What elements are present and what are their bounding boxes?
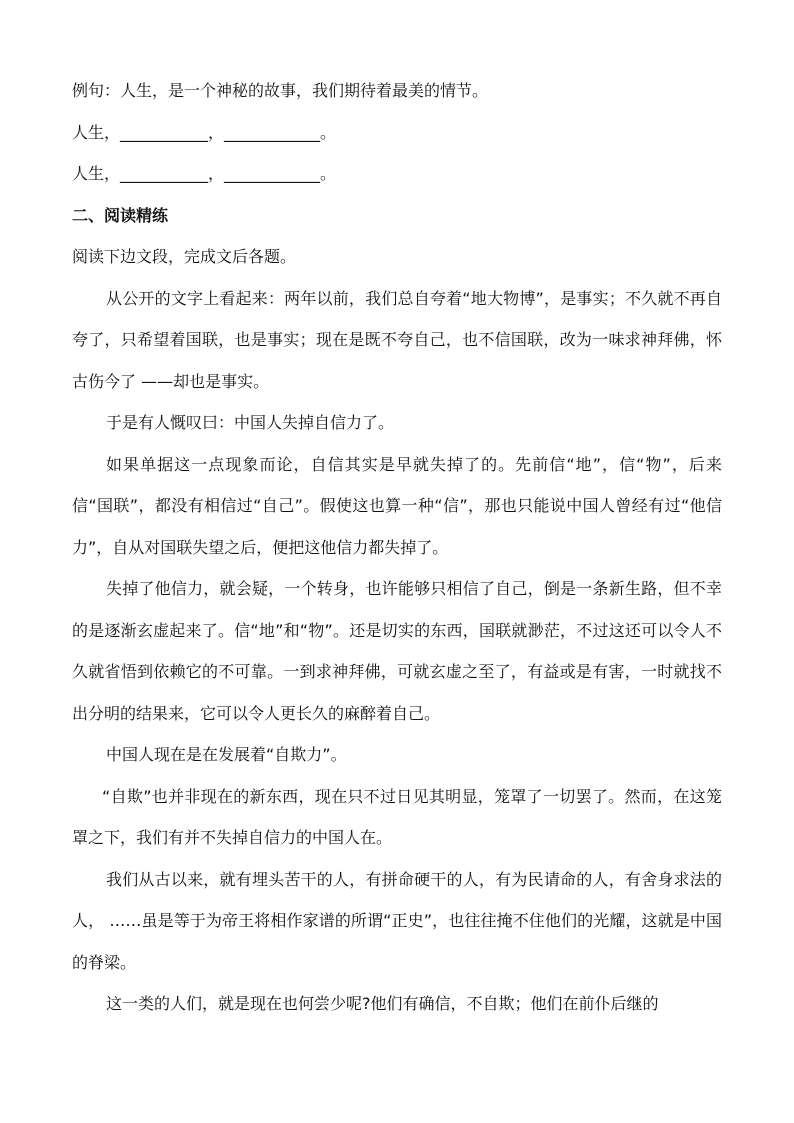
document-body bbox=[72, 70, 722, 1025]
paragraph-6: “自欺”也并非现在的新东西，现在只不过日见其明显，笼罩了一切罢了。然而，在这笼罩之下，我们有并不失掉自信力的中国人在。 bbox=[72, 786, 722, 847]
fill-blank-line-1: 人生，___________，____________。 bbox=[72, 122, 337, 142]
paragraph-4: 失掉了他信力，就会疑，一个转身，也许能够只相信了自己，倒是一条新生路，但不幸的是逐渐玄虚起来了。信“地”和“物”。还是切实的东西，国联就渺茫，不过这还可以令人不久就省悟到依赖它的不可靠。一到求神拜佛，可就玄虚之至了，有益或是有害，一时就找不出分明的结果来，它可以令人更长久的麻醉着自己。 bbox=[72, 579, 722, 723]
section-heading: 二、阅读精练 bbox=[72, 205, 169, 225]
reading-instruction: 阅读下边文段，完成文后各题。 bbox=[72, 247, 297, 266]
paragraph-2: 于是有人慨叹曰：中国人失掉自信力了。 bbox=[106, 413, 395, 432]
paragraph-7: 我们从古以来，就有埋头苦干的人，有拼命硬干的人，有为民请命的人，有舍身求法的人， ……虽是等于为帝王将相作家谱的所谓“正史”，也往往掩不住他们的光耀，这就是中国的脊梁。 bbox=[72, 869, 722, 972]
example-sentence: 例句：人生，是一个神秘的故事，我们期待着最美的情节。 bbox=[72, 81, 489, 100]
paragraph-3: 如果单据这一点现象而论，自信其实是早就失掉了的。先前信“地”，信“物”，后来信“国联”，都没有相信过“自己”。假使这也算一种“信”，那也只能说中国人曾经有过“他信力”，自从对国联失望之后，便把这他信力都失掉了。 bbox=[72, 454, 722, 557]
fill-blank-line-2: 人生，___________，____________。 bbox=[72, 164, 337, 183]
paragraph-5: 中国人现在是在发展着“自欺力”。 bbox=[106, 745, 347, 764]
paragraph-1: 从公开的文字上看起来：两年以前，我们总自夸着“地大物博”，是事实；不久就不再自夸了，只希望着国联，也是事实；现在是既不夸自己，也不信国联，改为一味求神拜佛，怀古伤今了 ——却也是事实。 bbox=[72, 288, 722, 391]
paragraph-8: 这一类的人们，就是现在也何尝少呢?他们有确信，不自欺；他们在前仆后继的 bbox=[106, 994, 659, 1013]
